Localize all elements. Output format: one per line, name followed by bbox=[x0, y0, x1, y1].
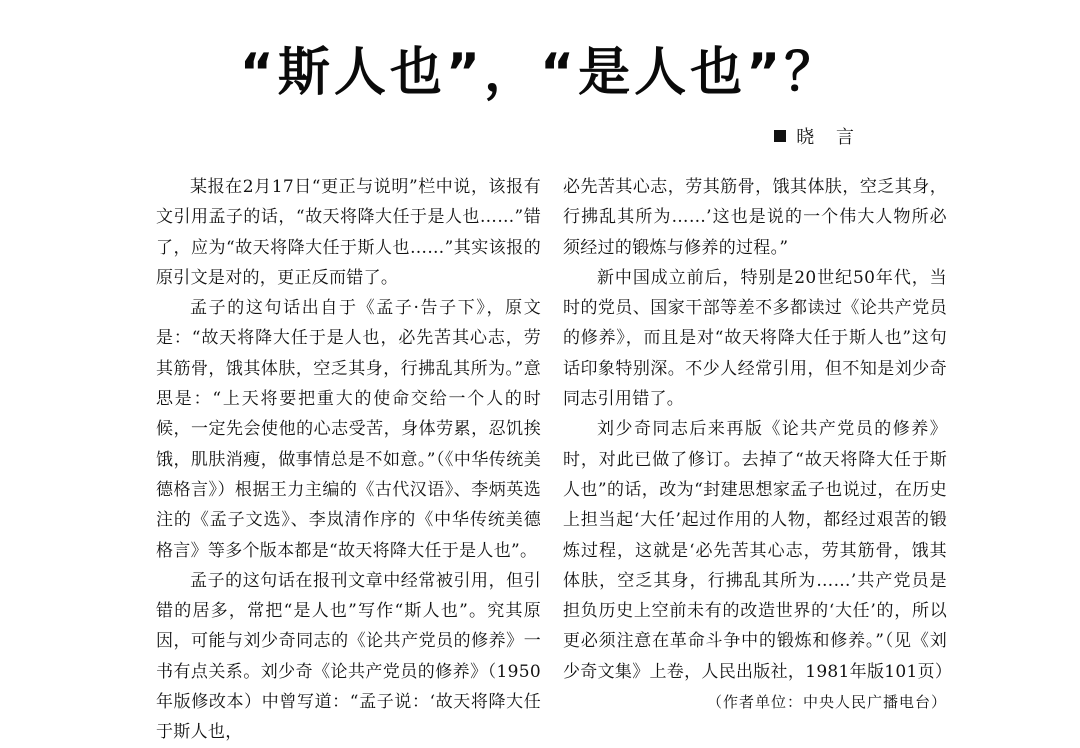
author-affiliation: （作者单位：中央人民广播电台） bbox=[706, 693, 947, 712]
paragraph-2: 孟子的这句话出自于《孟子·告子下》，原文是：“故天将降大任于是人也，必先苦其心志，劳其筋骨，饿其体肤，空乏其身，行拂乱其所为。”意思是：“上天将要把重大的使命交给一个人的时候，一定先会使他的心志受苦，身体劳累，忍饥挨饿，肌肤消瘦，做事情总是不如意。”（《中华传统美德格言》）根据王力主编的《古代汉语》、李炳英选注的《孟子文选》、李岚清作序的《中华传统美德格言》等多个版本都是“故天将降大任于是人也”。 bbox=[156, 298, 541, 561]
paragraph-3: 孟子的这句话在报刊文章中经常被引用，但引错的居多，常把“是人也”写作“斯人也”。究其原因，可能与刘少奇同志的《论共产党员的修养》一书有点关系。刘少奇《论共产党员的修养》（1950年版修改本）中曾写道：“孟子说：‘故天将降大任于斯人也， bbox=[156, 570, 541, 743]
right-column bbox=[563, 172, 953, 717]
paragraph-3-continuation: 必先苦其心志，劳其筋骨，饿其体肤，空乏其身，行拂乱其所为……’这也是说的一个伟大人物所必须经过的锻炼与修养的过程。” bbox=[563, 177, 947, 258]
paragraph-4: 新中国成立前后，特别是20世纪50年代，当时的党员、国家干部等差不多都读过《论共产党员的修养》，而且是对“故天将降大任于斯人也”这句话印象特别深。不少人经常引用，但不知是刘少奇同志引用错了。 bbox=[563, 267, 947, 410]
byline bbox=[774, 126, 862, 150]
article-title: “斯人也”，“是人也”？ bbox=[239, 43, 841, 103]
left-column bbox=[156, 172, 541, 748]
author-name: 晓 言 bbox=[796, 127, 862, 148]
black-square-icon bbox=[774, 130, 786, 142]
paragraph-1: 某报在2月17日“更正与说明”栏中说，该报有文引用孟子的话，“故天将降大任于是人也……”错了，应为“故天将降大任于斯人也……”其实该报的原引文是对的，更正反而错了。 bbox=[156, 177, 541, 288]
paragraph-5: 刘少奇同志后来再版《论共产党员的修养》时，对此已做了修订。去掉了“故天将降大任于斯人也”的话，改为“封建思想家孟子也说过，在历史上担当起‘大任’起过作用的人物，都经过艰苦的锻炼过程，这就是‘必先苦其心志，劳其筋骨，饿其体肤，空乏其身，行拂乱其所为……’共产党员是担负历史上空前未有的改造世界的‘大任’的，所以更必须注意在革命斗争中的锻炼和修养。”（见《刘少奇文集》上卷，人民出版社，1981年版101页） bbox=[563, 419, 953, 682]
